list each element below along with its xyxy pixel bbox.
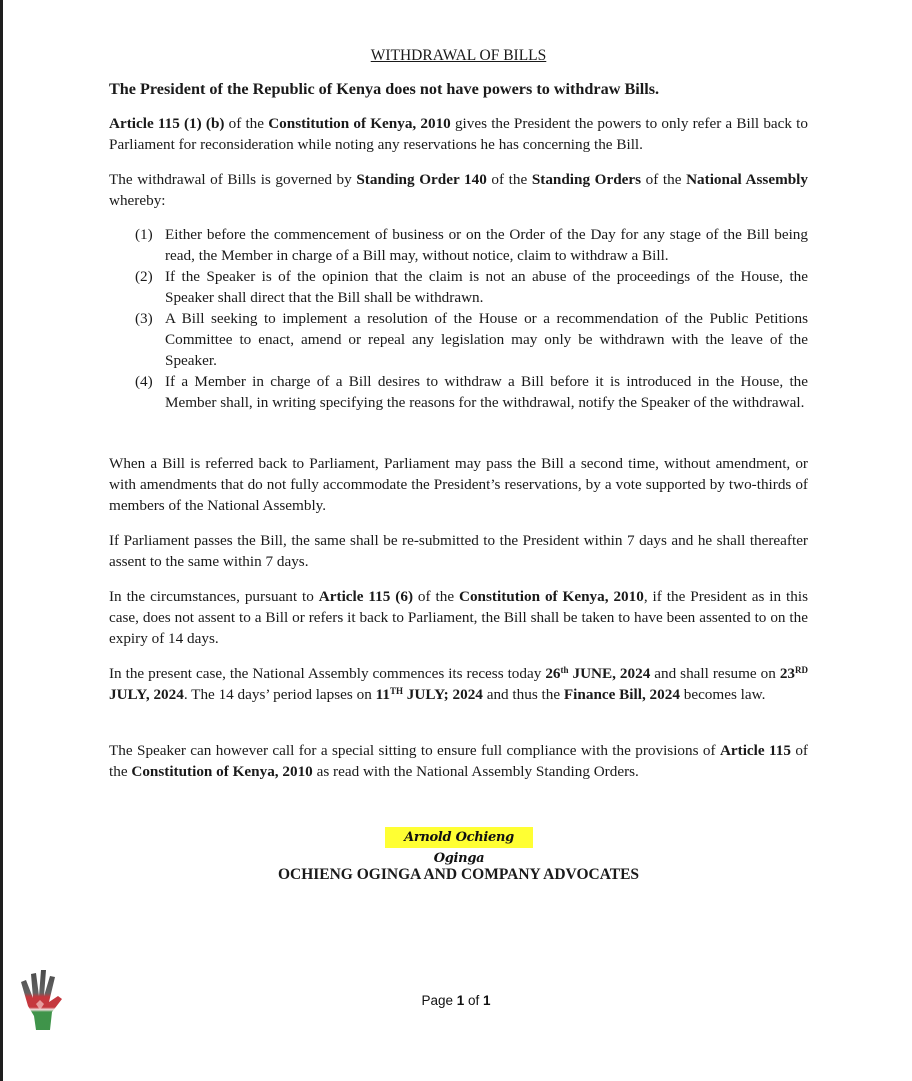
- list-number: (2): [135, 268, 153, 285]
- paragraph-resubmission: If Parliament passes the Bill, the same shall be re-submitted to the President within 7 days and he shall thereafter assent to the same within 7 days.: [109, 532, 808, 570]
- text: of the: [641, 171, 687, 188]
- text: . The 14 days’ period lapses on: [183, 686, 376, 703]
- bold-text: JULY; 2024: [403, 686, 483, 703]
- standing-order-list: [135, 224, 808, 413]
- paragraph-referral: When a Bill is referred back to Parliament, Parliament may pass the Bill a second time, without amendment, or with amendments that do not fully accommodate the President’s reservations, by a vote supported by two-thirds of members of the National Assembly.: [109, 455, 808, 514]
- list-number: (4): [135, 373, 153, 390]
- bold-text: 11: [375, 686, 390, 703]
- list-item: [135, 371, 808, 413]
- bold-text: Standing Orders: [531, 171, 642, 188]
- page-current: 1: [456, 993, 465, 1008]
- list-item: [135, 224, 808, 266]
- bold-text: Standing Order 140: [356, 171, 487, 188]
- text: gives the President the powers to only refer a Bill back to Parliament for reconsideration while noting any reservations he has concerning the Bill.: [109, 115, 808, 153]
- bold-text: JULY, 2024: [109, 686, 184, 703]
- paragraph-special-sitting: [109, 740, 808, 782]
- bold-text: Finance Bill, 2024: [563, 686, 680, 703]
- text: of the: [109, 742, 808, 780]
- bold-text: Constitution of Kenya, 2010: [131, 763, 313, 780]
- text: as read with the National Assembly Standing Orders.: [312, 763, 639, 780]
- page-footer: [0, 993, 912, 1008]
- page-of-label: of: [464, 993, 484, 1008]
- list-item: [135, 266, 808, 308]
- text: and thus the: [482, 686, 564, 703]
- list-text: If the Speaker is of the opinion that the claim is not an abuse of the proceedings of the House, the Speaker shall direct that the Bill shall be withdrawn.: [165, 268, 808, 306]
- text: The Speaker can however call for a special sitting to ensure full compliance with the provisions of: [109, 742, 720, 759]
- bold-text: JUNE, 2024: [568, 665, 651, 682]
- bold-text: Constitution of Kenya, 2010: [459, 588, 644, 605]
- window-left-edge: [0, 0, 3, 1081]
- superscript: RD: [795, 665, 808, 675]
- bold-text: Article 115 (1) (b): [109, 115, 225, 132]
- text: In the present case, the National Assembly commences its recess today: [109, 665, 546, 682]
- bold-text: Article 115 (6): [318, 588, 413, 605]
- list-text: Either before the commencement of business or on the Order of the Day for any stage of the Bill being read, the Member in charge of a Bill may, without notice, claim to withdraw a Bill.: [165, 226, 808, 264]
- text: and shall resume on: [650, 665, 780, 682]
- list-text: If a Member in charge of a Bill desires to withdraw a Bill before it is introduced in the House, the Member shall, in writing specifying the reasons for the withdrawal, notify the Speaker of the withdrawal.: [165, 373, 808, 411]
- superscript: TH: [389, 686, 403, 696]
- paragraph-standing-order: [109, 169, 808, 211]
- firm-name: OCHIENG OGINGA AND COMPANY ADVOCATES: [277, 866, 640, 883]
- text: whereby:: [109, 192, 166, 209]
- bold-text: 26: [545, 665, 561, 682]
- list-item: [135, 308, 808, 371]
- list-number: (3): [135, 310, 153, 327]
- text: of the: [486, 171, 532, 188]
- list-number: (1): [135, 226, 153, 243]
- bold-text: National Assembly: [686, 171, 808, 188]
- bold-text: Constitution of Kenya, 2010: [268, 115, 451, 132]
- text: , if the President as in this case, does not assent to a Bill or refers it back to Parliament, the Bill shall be taken to have been assented to on the expiry of 14 days.: [109, 588, 808, 647]
- page-label: Page: [421, 993, 457, 1008]
- bold-text: 23: [779, 665, 795, 682]
- document-title: WITHDRAWAL OF BILLS: [370, 47, 547, 64]
- lead-statement: The President of the Republic of Kenya does not have powers to withdraw Bills.: [109, 80, 660, 98]
- text: The withdrawal of Bills is governed by: [109, 171, 357, 188]
- paragraph-article-115-1b: [109, 113, 808, 155]
- text: In the circumstances, pursuant to: [109, 588, 319, 605]
- superscript: th: [560, 665, 569, 675]
- list-text: A Bill seeking to implement a resolution of the House or a recommendation of the Public Petitions Committee to enact, amend or repeal any legislation may only be withdrawn with the leave of the Speaker.: [165, 310, 808, 369]
- text: of the: [413, 588, 459, 605]
- paragraph-present-case: [109, 663, 808, 705]
- bold-text: Article 115: [719, 742, 791, 759]
- page-total: 1: [483, 993, 491, 1008]
- text: becomes law.: [679, 686, 766, 703]
- signature-highlight: Arnold Ochieng Oginga: [385, 827, 533, 848]
- paragraph-article-115-6: [109, 586, 808, 649]
- text: of the: [224, 115, 269, 132]
